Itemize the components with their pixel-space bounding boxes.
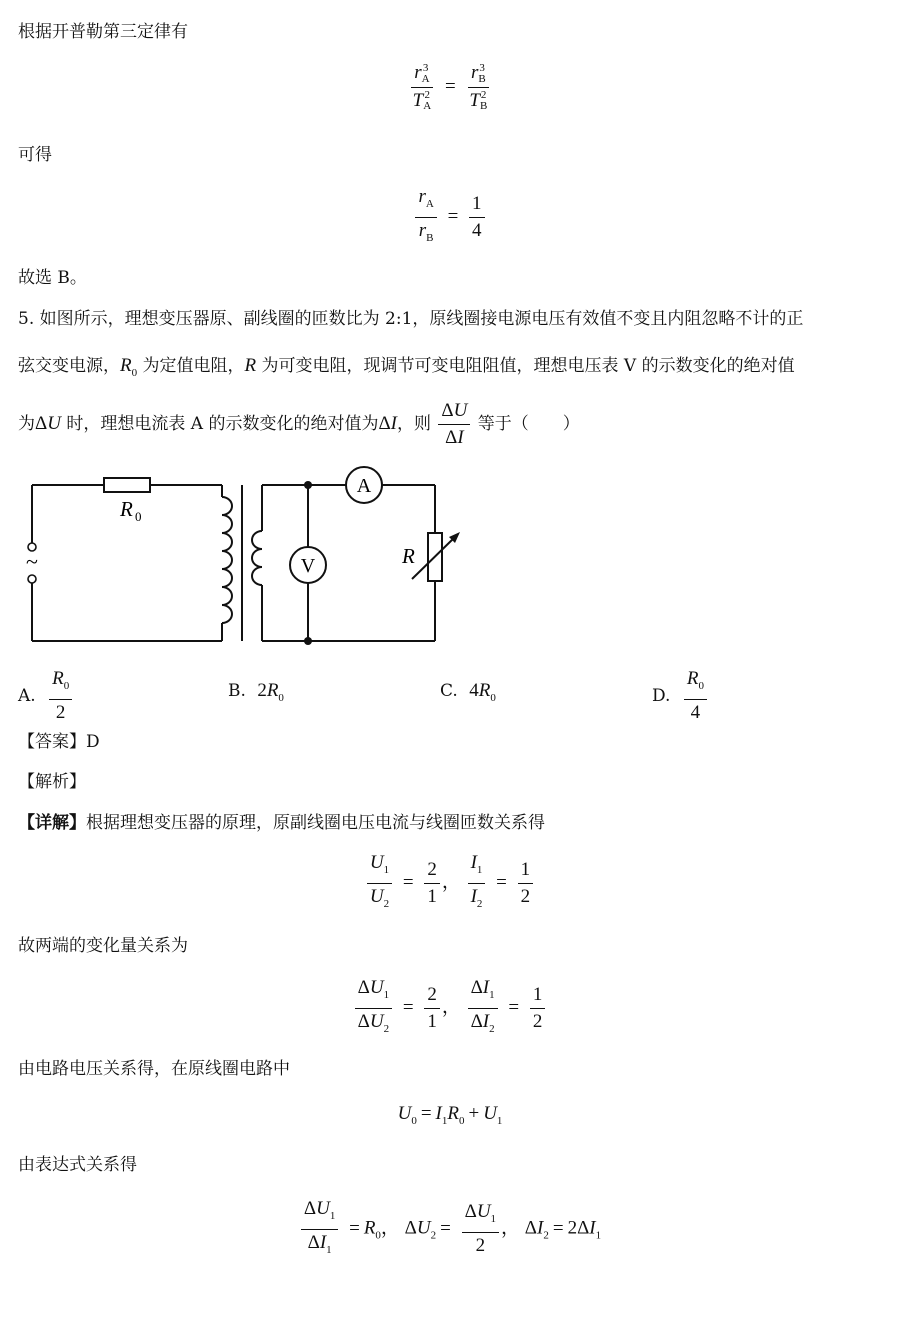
detail-text: 根据理想变压器的原理，原副线圈电压电流与线圈匝数关系得 bbox=[86, 813, 545, 833]
text-obtain: 可得 bbox=[18, 145, 52, 165]
question-number: 5. bbox=[18, 309, 35, 329]
equation-kvl: $U_0 = I_1R_0 + U_1$ bbox=[397, 1103, 503, 1127]
text-kepler: 根据开普勒第三定律有 bbox=[18, 22, 188, 42]
question-line-2: 弦交变电源，$R_0$ 为定值电阻，R 为可变电阻，现调节可变电阻阻值，理想电压表 V 的示数变化的绝对值 bbox=[18, 355, 795, 379]
question-line-3: 为ΔU 时，理想电流表 A 的示数变化的绝对值为ΔI，则 $\frac{\Delta U}{\Delta I}$ 等于（ ） bbox=[18, 400, 580, 448]
junction-dot bbox=[304, 637, 312, 645]
detail-label: 【详解】 bbox=[18, 813, 86, 833]
label-r: R bbox=[402, 544, 415, 568]
label-r0-sub: 0 bbox=[135, 509, 142, 524]
equation-ratio: $\frac{r_A}{r_B}$ = $\frac{1}{4}$ bbox=[0, 186, 900, 249]
equation-kepler: r 3 A T 2 A = r 3 B T 2 B bbox=[412, 61, 488, 113]
secondary-coil bbox=[252, 531, 262, 585]
voltmeter-label: V bbox=[300, 555, 316, 577]
option-d[interactable]: D. $\frac{R_0}{4}$ bbox=[652, 668, 709, 724]
equation-final: $\frac{\Delta U_1}{\Delta I_1}$ = $R_0$， $\Delta U_2$ = $\frac{\Delta U_1}{2}$ ， $\Delta I_2 = 2\Delta I_1$ bbox=[0, 1198, 900, 1261]
junction-dot bbox=[304, 481, 312, 489]
text-expr: 由表达式关系得 bbox=[18, 1155, 137, 1175]
ac-source-symbol: ~ bbox=[26, 549, 38, 574]
equation-delta-ratio: $\frac{\Delta U_1}{\Delta U_2}$ = $\frac{2}{1}$ ， $\frac{\Delta I_1}{\Delta I_2}$ = $\frac{1}{2}$ bbox=[0, 977, 900, 1040]
terminal-bottom bbox=[28, 575, 36, 583]
resistor-r0 bbox=[104, 478, 150, 492]
question-line-1 bbox=[18, 307, 803, 331]
circuit-diagram bbox=[0, 455, 480, 655]
ammeter-label: A bbox=[356, 475, 372, 497]
text-circuit: 由电路电压关系得，在原线圈电路中 bbox=[18, 1059, 290, 1079]
text-choose-b: 故选 B。 bbox=[18, 268, 87, 288]
answer: 【答案】D bbox=[18, 732, 100, 752]
option-b[interactable]: B. $2R_0$ bbox=[228, 680, 284, 704]
label-r0: R bbox=[120, 497, 133, 521]
text-change: 故两端的变化量关系为 bbox=[18, 936, 188, 956]
option-a[interactable]: A. $\frac{R_0}{2}$ bbox=[18, 668, 74, 724]
option-c[interactable]: C. $4R_0$ bbox=[440, 680, 496, 704]
detail-line bbox=[18, 811, 545, 835]
equation-turns-ratio: $\frac{U_1}{U_2}$ = $\frac{2}{1}$ ， $\frac{I_1}{I_2}$ = $\frac{1}{2}$ bbox=[0, 852, 900, 915]
analysis-label: 【解析】 bbox=[18, 772, 86, 792]
question-text-1: 如图所示，理想变压器原、副线圈的匝数比为 2:1，原线圈接电源电压有效值不变且内阻忽略不计的正 bbox=[39, 309, 804, 329]
primary-coil bbox=[222, 497, 232, 623]
